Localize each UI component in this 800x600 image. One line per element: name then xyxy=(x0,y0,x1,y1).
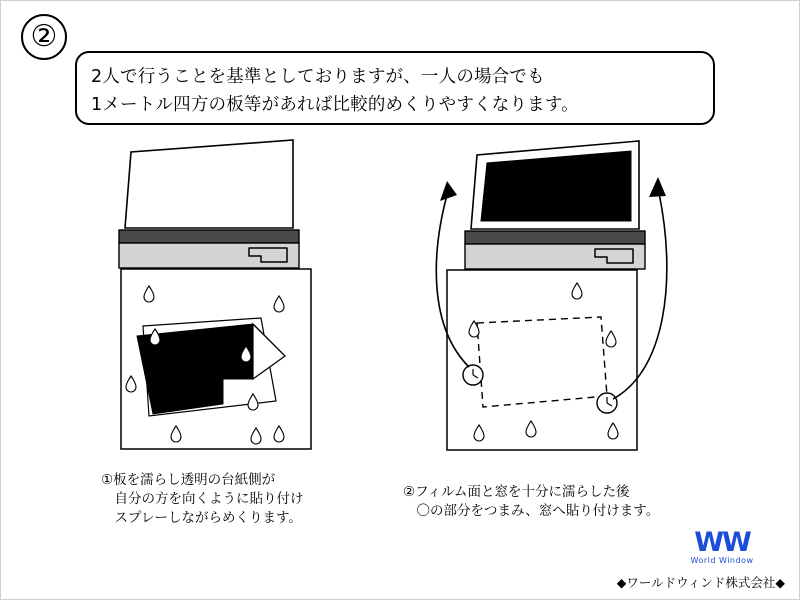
left-illustration-svg xyxy=(101,136,341,466)
right-caption xyxy=(403,483,659,521)
right-caption-line-1: ②フィルム面と窓を十分に濡らした後 xyxy=(403,484,630,500)
right-illustration xyxy=(411,131,701,471)
work-area-box xyxy=(447,270,637,450)
arrow-left-head xyxy=(440,181,457,201)
step-number xyxy=(19,11,73,65)
applied-film xyxy=(481,151,631,221)
window-outline xyxy=(125,140,293,228)
watermark-subtitle: World Window xyxy=(690,556,754,565)
instruction-callout xyxy=(75,51,715,125)
watermark xyxy=(657,527,787,565)
arrow-right-head xyxy=(649,177,666,197)
left-caption-line-3: スプレーしながらめくります。 xyxy=(101,510,302,526)
step-number-label: ② xyxy=(30,19,58,54)
left-illustration xyxy=(101,136,341,466)
left-caption xyxy=(101,471,304,528)
callout-line-2: 1メートル四方の板等があれば比較的めくりやすくなります。 xyxy=(91,95,579,115)
right-caption-line-2: 〇の部分をつまみ、窓へ貼り付けます。 xyxy=(403,503,660,519)
door-belt-dark xyxy=(465,231,645,244)
callout-line-1: 2人で行うことを基準としておりますが、一人の場合でも xyxy=(91,67,545,87)
watermark-logo: WW xyxy=(694,527,750,558)
footer-company: ◆ワールドウィンド株式会社◆ xyxy=(616,575,785,590)
left-caption-line-2: 自分の方を向くように貼り付け xyxy=(101,491,304,507)
door-belt-dark xyxy=(119,230,299,243)
left-caption-line-1: ①板を濡らし透明の台紙側が xyxy=(101,472,276,488)
right-illustration-svg xyxy=(411,131,701,471)
